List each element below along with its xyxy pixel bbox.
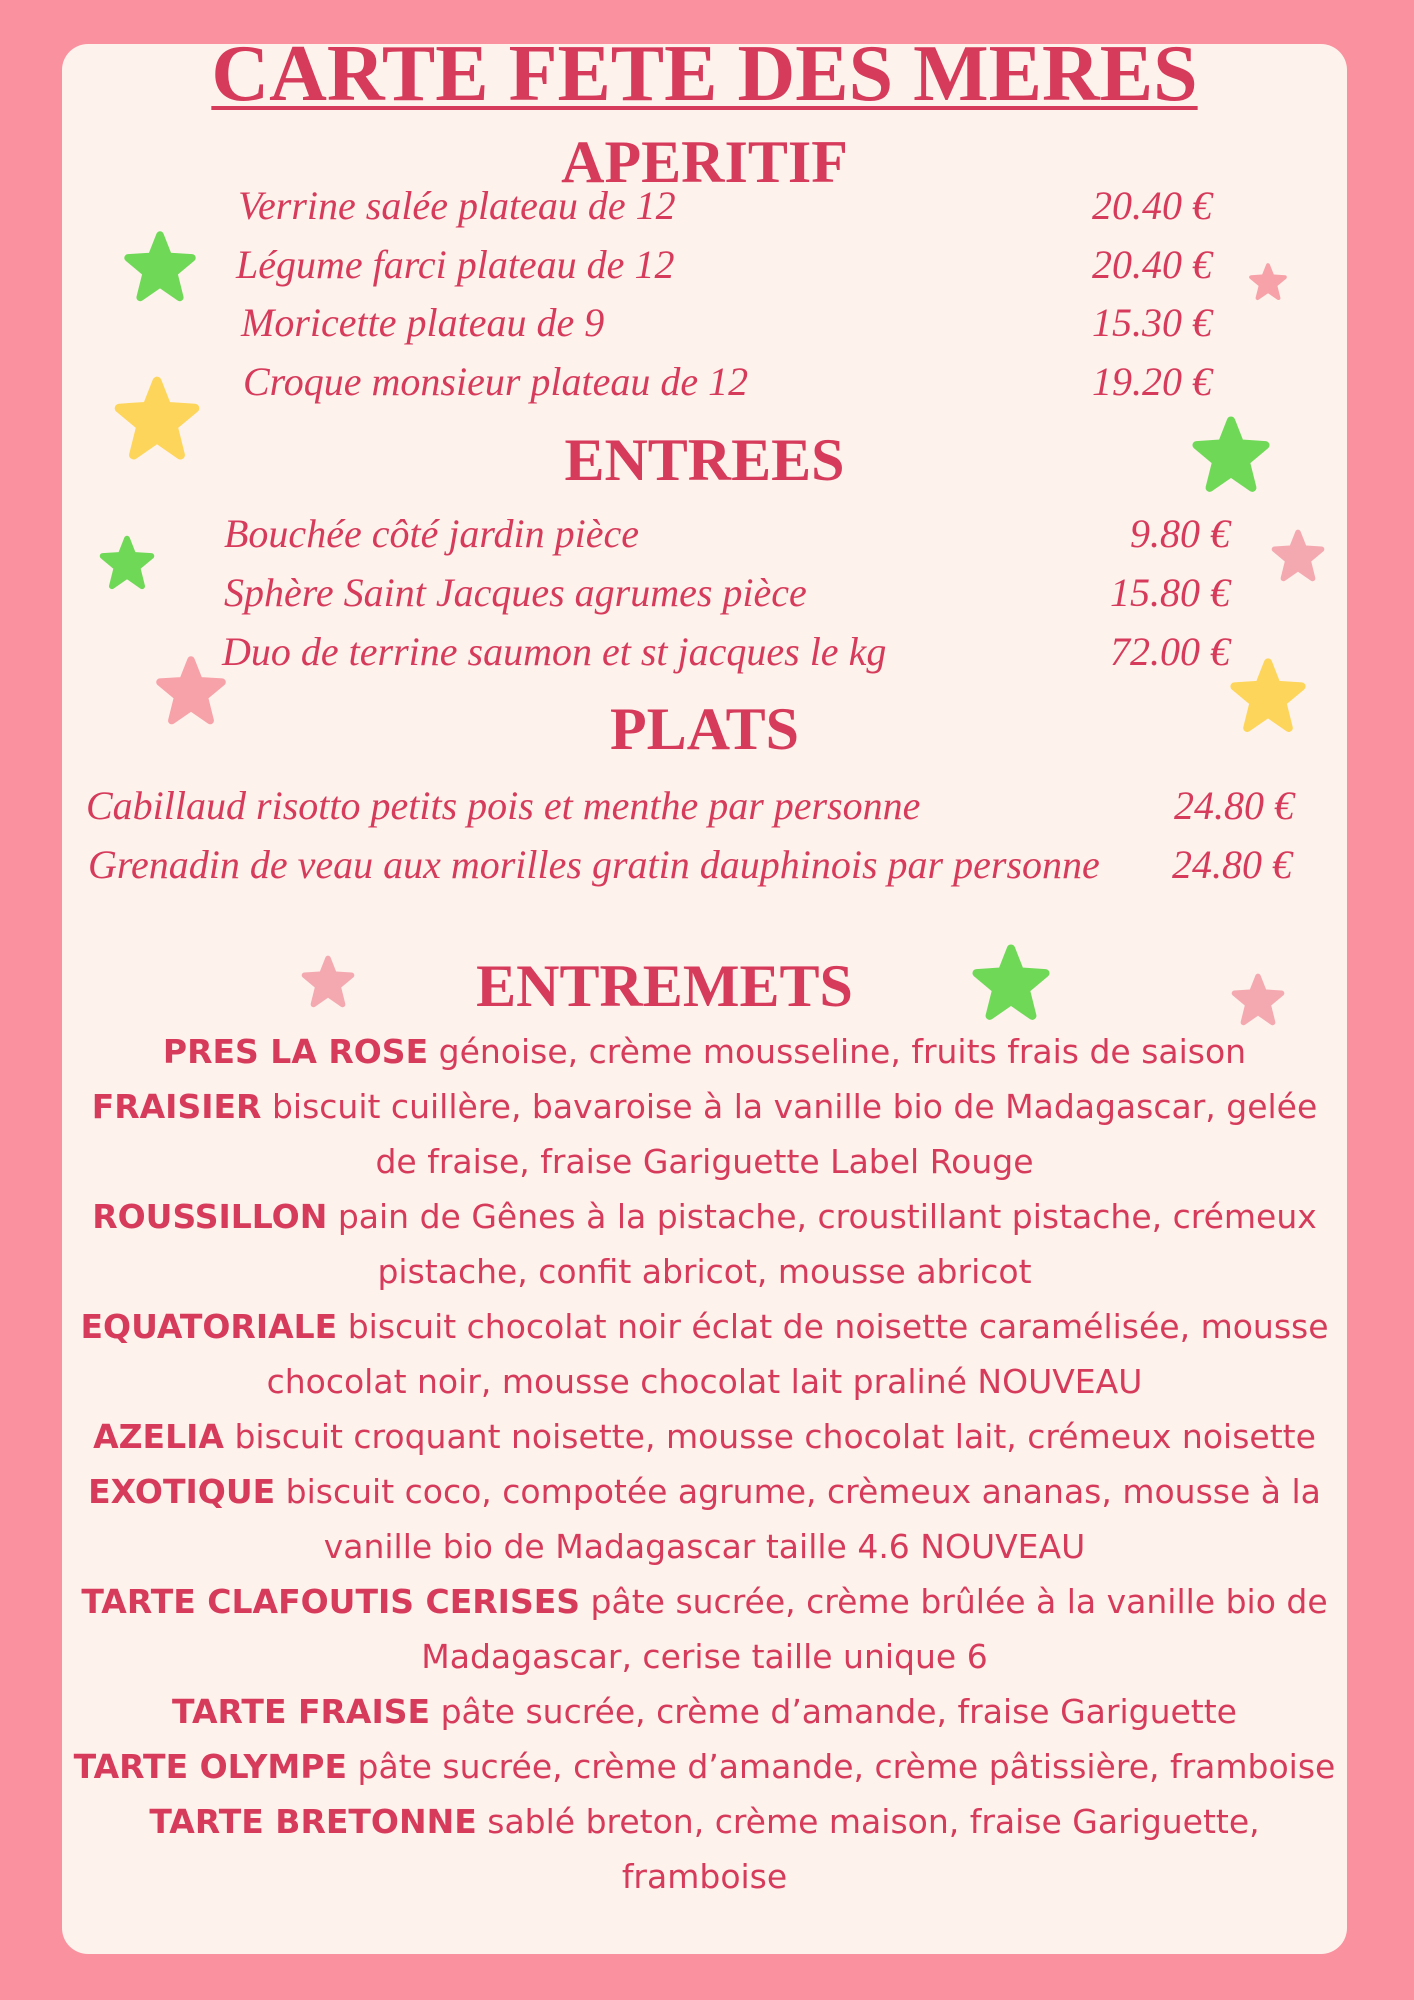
- dessert-item: [70, 1409, 1339, 1464]
- star-icon: [1228, 656, 1308, 736]
- dessert-description: pâte sucrée, crème d’amande, crème pâtissière, framboise: [357, 1747, 1336, 1786]
- dessert-description: biscuit cuillère, bavaroise à la vanille bio de Madagascar, gelée de fraise, fraise Gariguette Label Rouge: [271, 1087, 1318, 1181]
- dessert-item: [70, 1739, 1339, 1794]
- entremets-list: [62, 1024, 1347, 1904]
- star-icon: [1248, 262, 1288, 302]
- menu-item-name: Croque monsieur plateau de 12: [243, 359, 749, 404]
- menu-item-price: 72.00 €: [1110, 629, 1230, 674]
- dessert-description: pain de Gênes à la pistache, croustillant pistache, crémeux pistache, confit abricot, mousse abricot: [337, 1197, 1317, 1291]
- dessert-description: génoise, crème mousseline, fruits frais de saison: [438, 1032, 1247, 1071]
- menu-item-name: Verrine salée plateau de 12: [238, 183, 676, 228]
- dessert-item: [70, 1299, 1339, 1409]
- dessert-item: [70, 1464, 1339, 1574]
- star-icon: [1230, 972, 1286, 1028]
- dessert-name: ROUSSILLON: [92, 1197, 328, 1236]
- menu-item-price: 9.80 €: [1130, 511, 1230, 556]
- section-title-plats: PLATS: [610, 696, 799, 762]
- menu-item-name: Sphère Saint Jacques agrumes pièce: [224, 570, 807, 615]
- star-icon: [122, 229, 198, 305]
- menu-item-name: Moricette plateau de 9: [241, 300, 605, 345]
- menu-item-price: 24.80 €: [1174, 783, 1294, 828]
- dessert-description: biscuit chocolat noir éclat de noisette caramélisée, mousse chocolat noir, mousse chocolat lait praliné NOUVEAU: [266, 1307, 1329, 1401]
- menu-item-name: Bouchée côté jardin pièce: [224, 511, 639, 556]
- dessert-name: AZELIA: [93, 1417, 224, 1456]
- dessert-description: pâte sucrée, crème brûlée à la vanille bio de Madagascar, cerise taille unique 6: [421, 1582, 1328, 1676]
- menu-item-price: 15.30 €: [1092, 300, 1212, 345]
- menu-item-price: 19.20 €: [1092, 359, 1212, 404]
- menu-card: [62, 44, 1347, 1954]
- menu-item-name: Cabillaud risotto petits pois et menthe par personne: [86, 783, 921, 828]
- dessert-item: [70, 1684, 1339, 1739]
- dessert-name: TARTE OLYMPE: [73, 1747, 348, 1786]
- section-title-entremets: ENTREMETS: [476, 953, 853, 1019]
- dessert-item: [70, 1794, 1339, 1904]
- dessert-item: [70, 1189, 1339, 1299]
- star-icon: [300, 954, 356, 1010]
- dessert-name: PRES LA ROSE: [162, 1032, 429, 1071]
- section-title-aperitif: APERITIF: [561, 129, 848, 195]
- menu-item-price: 20.40 €: [1092, 183, 1212, 228]
- dessert-name: EXOTIQUE: [88, 1472, 276, 1511]
- dessert-name: TARTE CLAFOUTIS CERISES: [81, 1582, 581, 1621]
- menu-item-price: 24.80 €: [1172, 842, 1292, 887]
- star-icon: [1190, 414, 1272, 496]
- dessert-item: [70, 1079, 1339, 1189]
- dessert-name: FRAISIER: [91, 1087, 262, 1126]
- menu-title: CARTE FETE DES MERES: [211, 44, 1198, 118]
- dessert-description: pâte sucrée, crème d’amande, fraise Gariguette: [440, 1692, 1237, 1731]
- dessert-description: biscuit coco, compotée agrume, crèmeux ananas, mousse à la vanille bio de Madagascar taille 4.6 NOUVEAU: [285, 1472, 1321, 1566]
- star-icon: [970, 942, 1052, 1024]
- star-icon: [98, 534, 156, 592]
- menu-item-price: 20.40 €: [1092, 242, 1212, 287]
- menu-item-price: 15.80 €: [1110, 570, 1230, 615]
- dessert-name: TARTE BRETONNE: [149, 1802, 477, 1841]
- star-icon: [154, 654, 228, 728]
- menu-item-name: Légume farci plateau de 12: [236, 242, 675, 287]
- dessert-name: EQUATORIALE: [80, 1307, 338, 1346]
- menu-item-name: Duo de terrine saumon et st jacques le kg: [222, 629, 887, 674]
- dessert-description: sablé breton, crème maison, fraise Gariguette, framboise: [487, 1802, 1260, 1896]
- dessert-description: biscuit croquant noisette, mousse chocolat lait, crémeux noisette: [234, 1417, 1316, 1456]
- menu-item-name: Grenadin de veau aux morilles gratin dauphinois par personne: [88, 842, 1100, 887]
- section-title-entrees: ENTREES: [564, 427, 845, 493]
- star-icon: [1270, 528, 1326, 584]
- dessert-item: [70, 1574, 1339, 1684]
- dessert-item: [70, 1024, 1339, 1079]
- star-icon: [112, 374, 202, 464]
- dessert-name: TARTE FRAISE: [172, 1692, 431, 1731]
